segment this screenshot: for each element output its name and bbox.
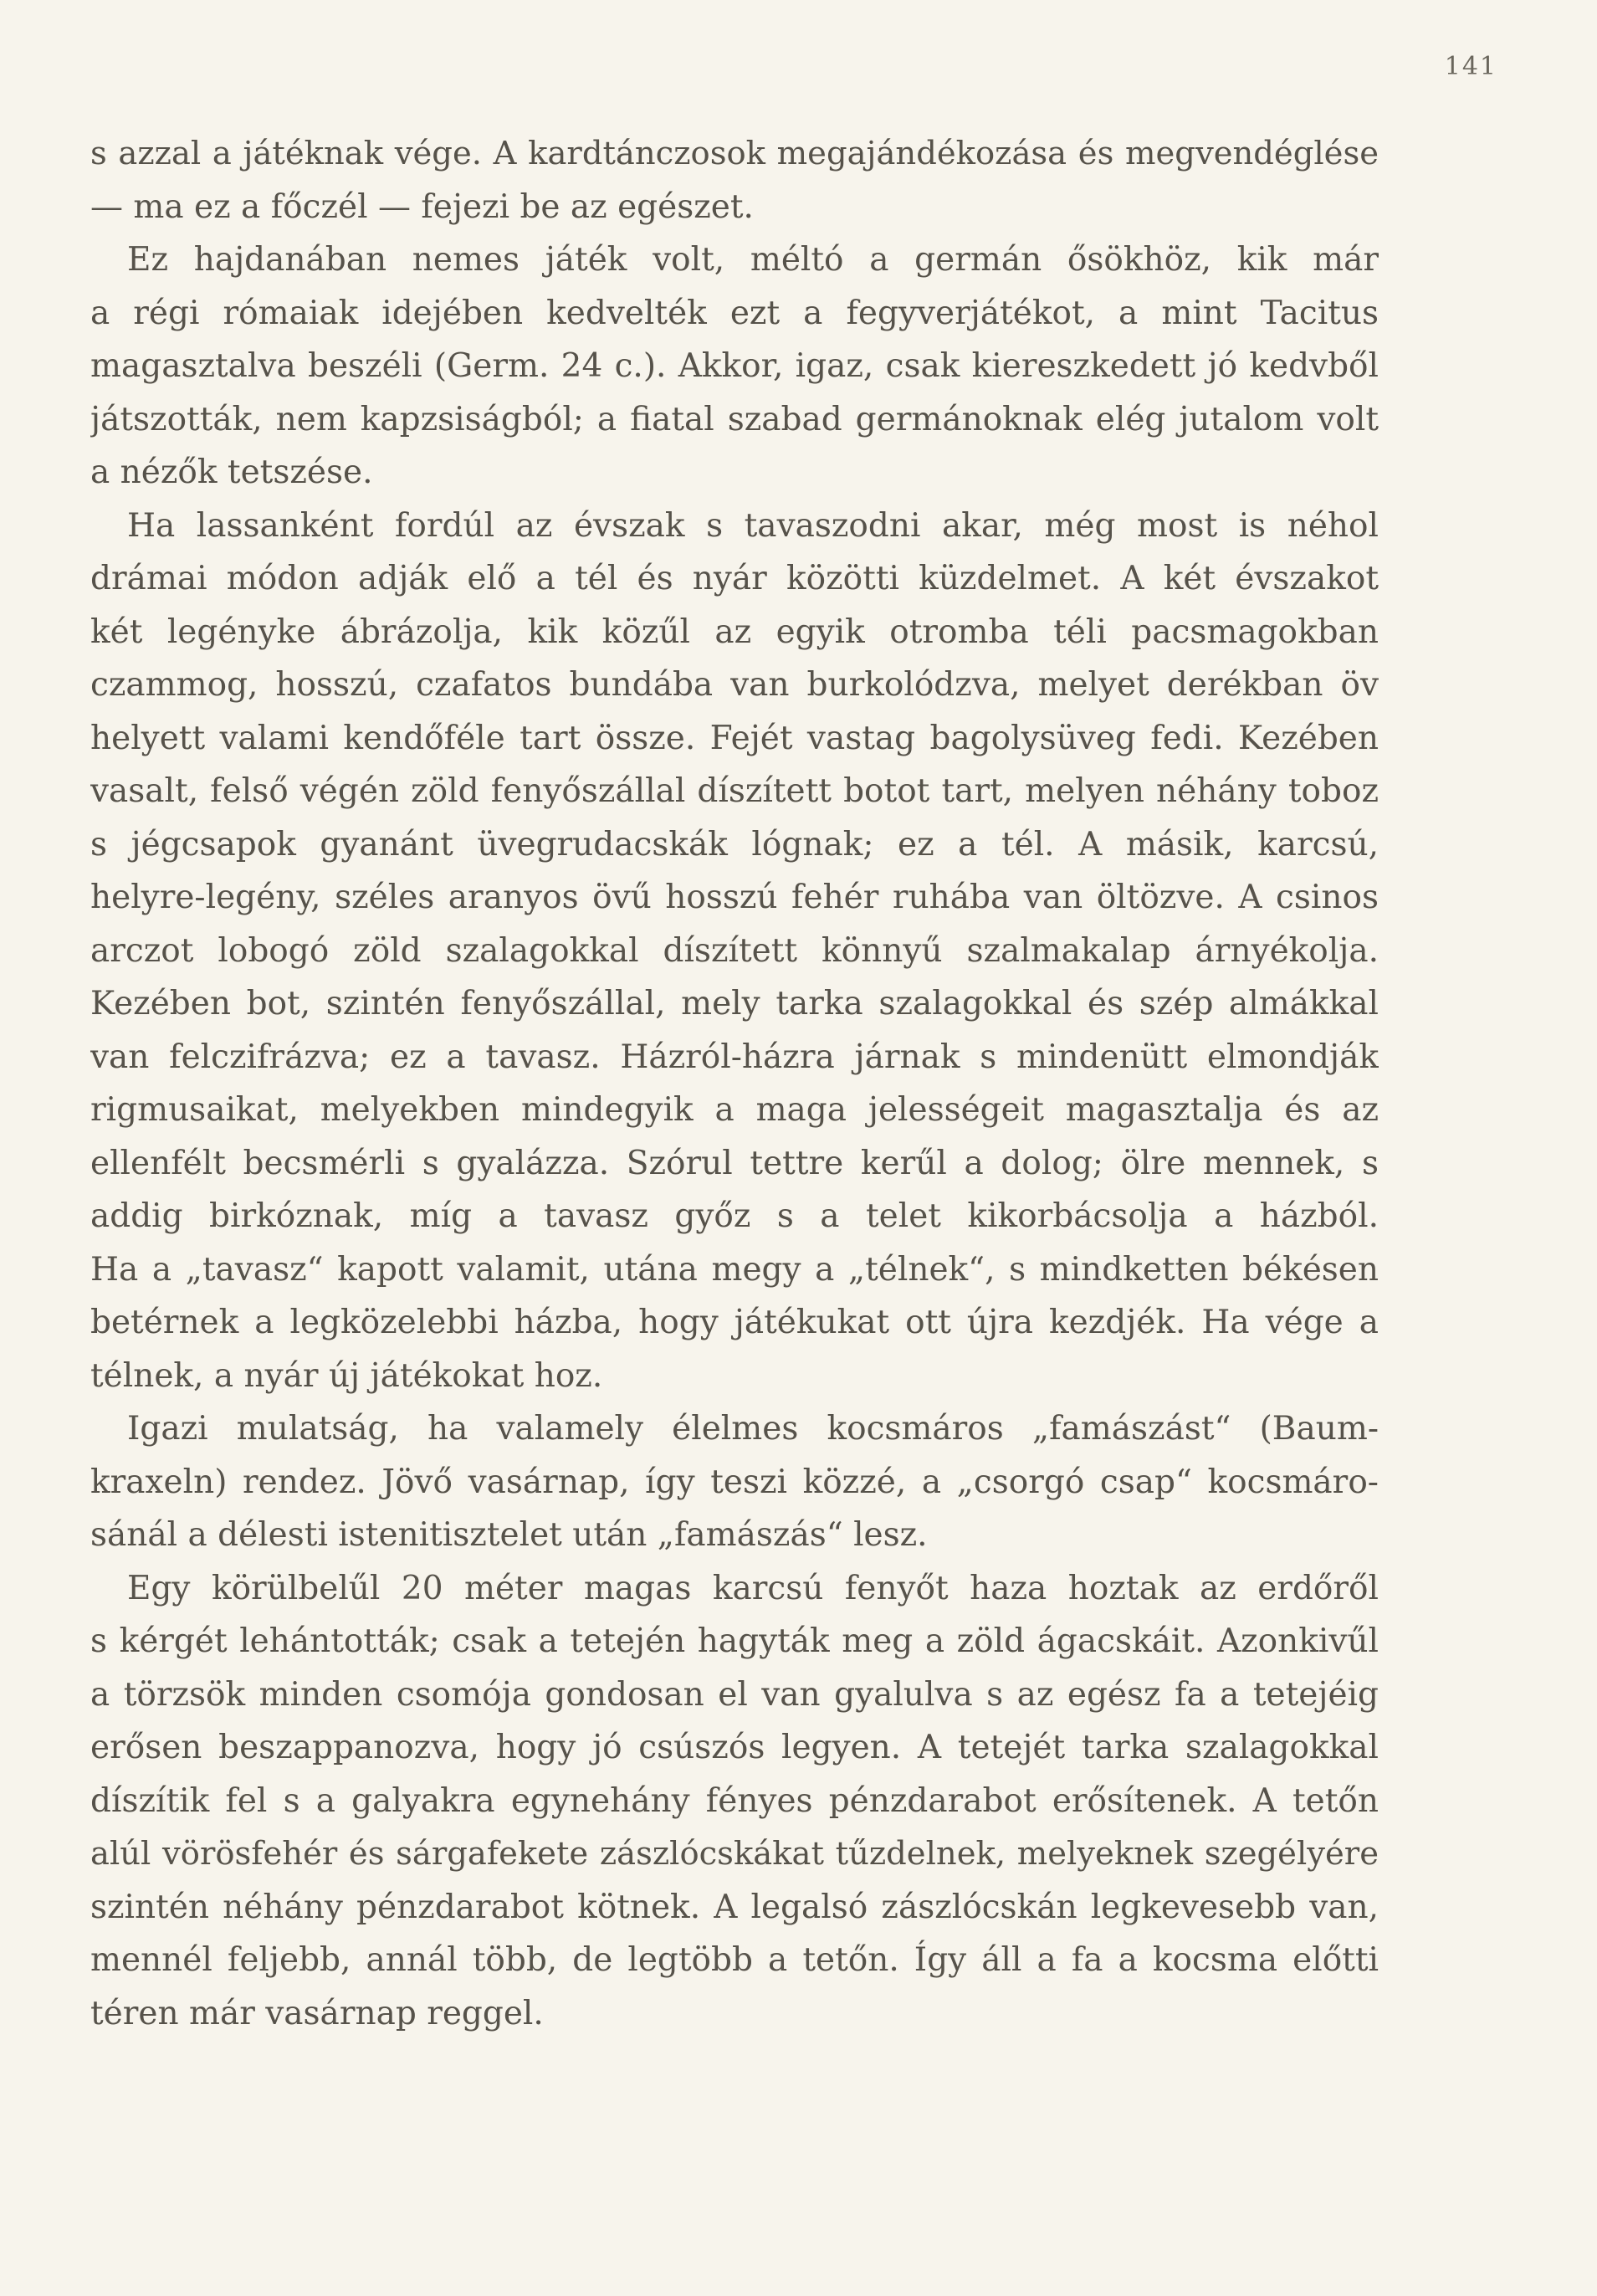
text-line: kraxeln) rendez. Jövő vasárnap, így teszi közzé, a „csorgó csap“ kocsmáro- [90,1463,1379,1501]
text-line: télnek, a nyár új játékokat hoz. [90,1356,603,1395]
page-number: 141 [1444,52,1497,81]
text-line: sánál a délesti istenitisztelet után „famászás“ lesz. [90,1516,928,1554]
text-line: betérnek a legközelebbi házba, hogy játékukat ott újra kezdjék. Ha vége a [90,1304,1379,1341]
text-line: erősen beszappanozva, hogy jó csúszós legyen. A tetejét tarka szalagokkal [90,1729,1379,1766]
text-line: rigmusaikat, melyekben mindegyik a maga jelességeit magasztalja és az [90,1091,1379,1129]
text-line: s jégcsapok gyanánt üvegrudacskák lógnak; ez a tél. A másik, karcsú, [90,825,1379,864]
text-line: két legényke ábrázolja, kik közűl az egyik otromba téli pacsmagokban [90,612,1379,651]
text-line: Ez hajdanában nemes játék volt, méltó a germán ősökhöz, kik már [127,241,1379,279]
text-line: vasalt, felső végén zöld fenyőszállal díszített botot tart, melyen néhány toboz [90,772,1379,810]
text-line: játszották, nem kapzsiságból; a fiatal szabad germánoknak elég jutalom volt [90,400,1379,438]
text-line: magasztalva beszéli (Germ. 24 c.). Akkor, igaz, csak kiereszkedett jó kedvből [90,347,1379,385]
text-line: alúl vörösfehér és sárgafekete zászlócskákat tűzdelnek, melyeknek szegélyére [90,1835,1379,1873]
text-line: mennél feljebb, annál több, de legtöbb a tetőn. Így áll a fa a kocsma előtti [90,1941,1379,1979]
text-line: — ma ez a főczél — fejezi be az egészet. [90,187,754,226]
text-line: Ha a „tavasz“ kapott valamit, utána megy a „télnek“, s mindketten békésen [90,1250,1379,1289]
text-line: czammog, hosszú, czafatos bundába van burkolódzva, melyet derékban öv [90,666,1379,704]
text-line: Igazi mulatság, ha valamely élelmes kocsmáros „famászást“ (Baum- [127,1410,1379,1448]
body-text [90,127,1379,2040]
text-line: Ha lassanként fordúl az évszak s tavaszodni akar, még most is néhol [127,506,1379,545]
text-line: ellenfélt becsmérli s gyalázza. Szórul tettre kerűl a dolog; ölre mennek, s [90,1144,1379,1182]
text-line: drámai módon adják elő a tél és nyár közötti küzdelmet. A két évszakot [90,560,1379,597]
text-line: Egy körülbelűl 20 méter magas karcsú fenyőt haza hoztak az erdőről [127,1569,1379,1607]
text-line: szintén néhány pénzdarabot kötnek. A legalsó zászlócskán legkevesebb van, [90,1888,1379,1926]
text-line: Kezében bot, szintén fenyőszállal, mely tarka szalagokkal és szép almákkal [90,985,1379,1022]
text-line: a régi rómaiak idejében kedvelték ezt a fegyverjátékot, a mint Tacitus [90,294,1379,332]
text-line: s kérgét lehántották; csak a tetején hagyták meg a zöld ágacskáit. Azonkivűl [90,1622,1379,1660]
text-line: arczot lobogó zöld szalagokkal díszített könnyű szalmakalap árnyékolja. [90,931,1379,970]
text-line: s azzal a játéknak vége. A kardtánczosok megajándékozása és megvendéglése [90,135,1379,172]
text-line: helyre-legény, széles aranyos övű hosszú fehér ruhába van öltözve. A csinos [90,879,1379,916]
text-line: van felczifrázva; ez a tavasz. Házról-házra járnak s mindenütt elmondják [90,1038,1379,1076]
text-line: a törzsök minden csomója gondosan el van gyalulva s az egész fa a tetejéig [90,1675,1379,1714]
text-line: díszítik fel s a galyakra egynehány fényes pénzdarabot erősítenek. A tetőn [90,1781,1379,1820]
text-line: téren már vasárnap reggel. [90,1994,544,2032]
text-line: helyett valami kendőféle tart össze. Fejét vastag bagolysüveg fedi. Kezében [90,719,1379,757]
text-line: addig birkóznak, míg a tavasz győz s a telet kikorbácsolja a házból. [90,1197,1379,1235]
text-line: a nézők tetszése. [90,454,373,491]
